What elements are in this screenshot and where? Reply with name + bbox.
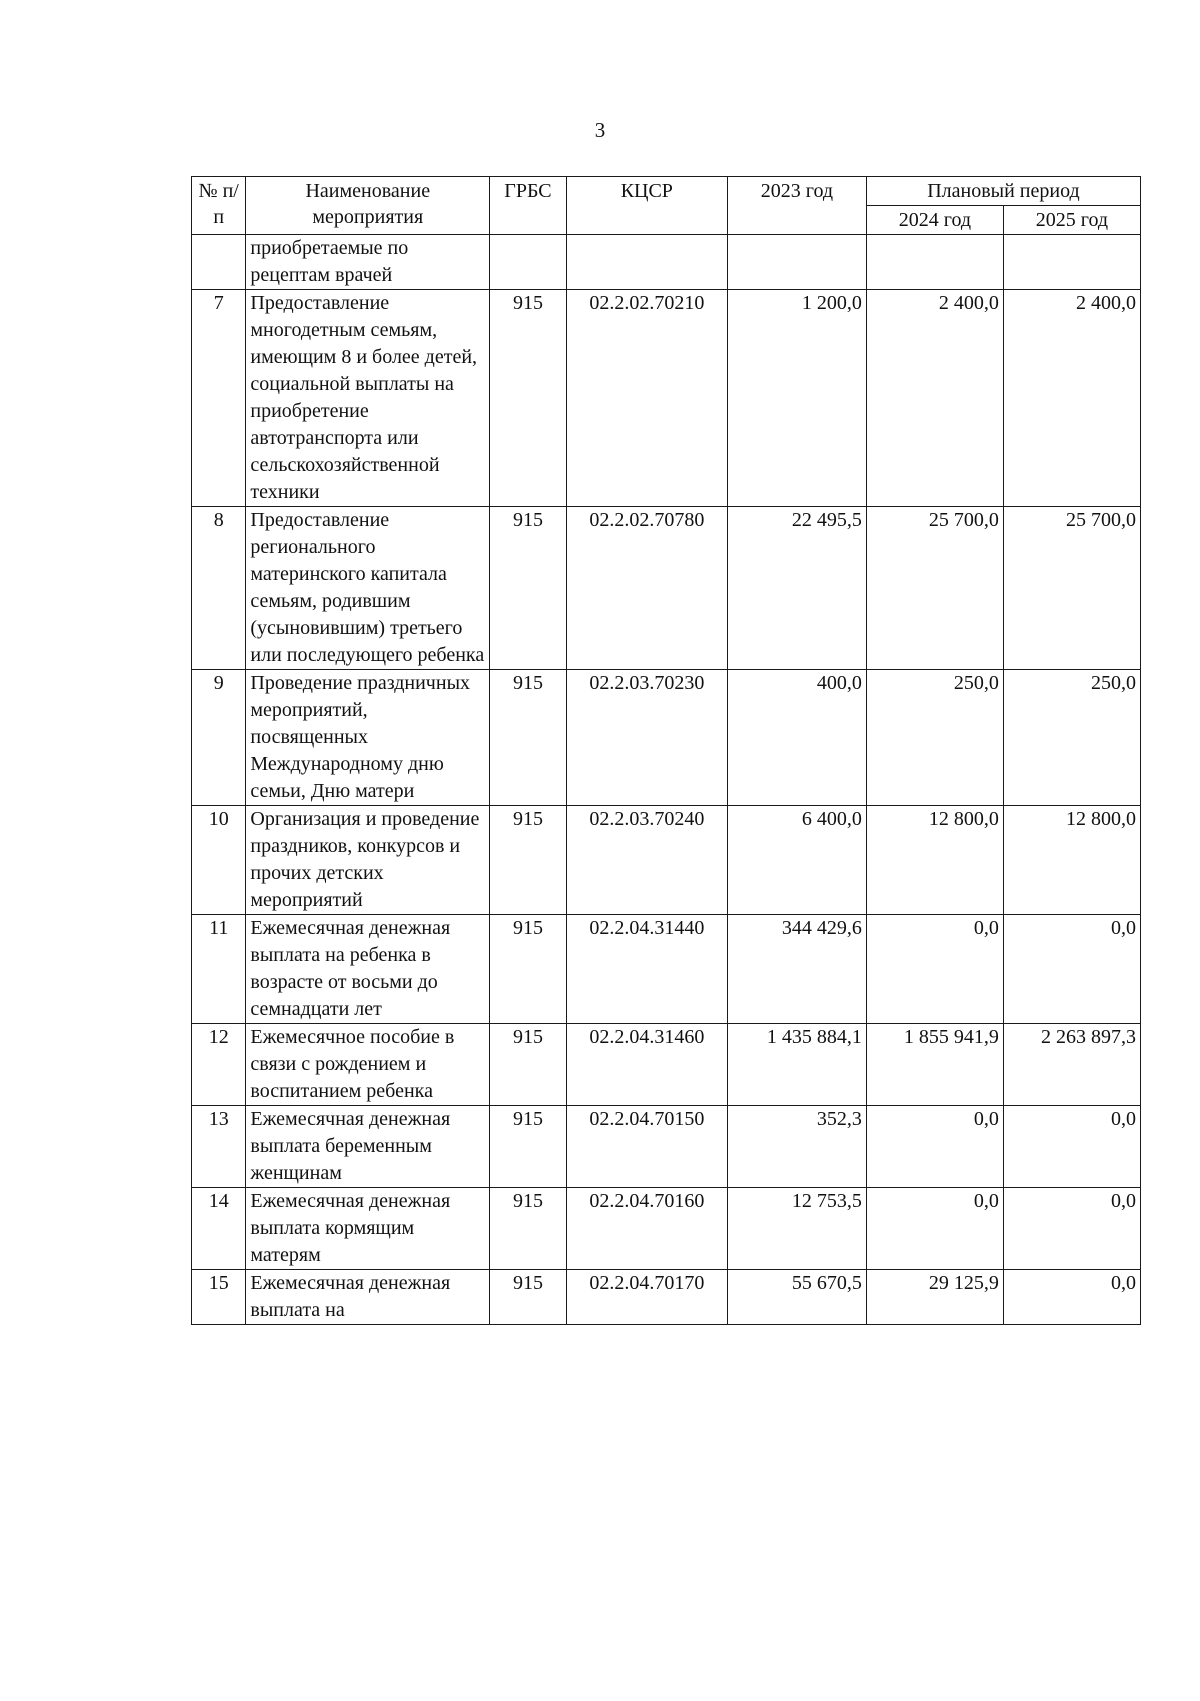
cell-num: 15: [192, 1270, 246, 1325]
table-row: [192, 1270, 1141, 1325]
cell-num: [192, 235, 246, 290]
cell-2025: 2 400,0: [1003, 290, 1140, 507]
cell-2023: [727, 235, 866, 290]
cell-grbs: 915: [490, 1188, 567, 1270]
table-row: [192, 670, 1141, 806]
cell-grbs: 915: [490, 915, 567, 1024]
cell-2023: 352,3: [727, 1106, 866, 1188]
cell-num: 9: [192, 670, 246, 806]
cell-kcsr: 02.2.04.70170: [566, 1270, 727, 1325]
cell-kcsr: 02.2.02.70210: [566, 290, 727, 507]
header-num: № п/п: [192, 177, 246, 235]
cell-2023: 1 200,0: [727, 290, 866, 507]
cell-num: 8: [192, 507, 246, 670]
cell-kcsr: 02.2.03.70240: [566, 806, 727, 915]
table-row: [192, 915, 1141, 1024]
cell-grbs: 915: [490, 1024, 567, 1106]
table-header-row: [192, 177, 1141, 206]
cell-2023: 12 753,5: [727, 1188, 866, 1270]
table-row: [192, 1024, 1141, 1106]
cell-name: Ежемесячная денежная выплата беременным женщинам: [246, 1106, 490, 1188]
cell-2024: 1 855 941,9: [866, 1024, 1003, 1106]
table-row: [192, 806, 1141, 915]
cell-kcsr: 02.2.04.31460: [566, 1024, 727, 1106]
cell-name: Ежемесячная денежная выплата на ребенка в возрасте от восьми до семнадцати лет: [246, 915, 490, 1024]
cell-grbs: [490, 235, 567, 290]
cell-grbs: 915: [490, 290, 567, 507]
cell-grbs: 915: [490, 806, 567, 915]
cell-grbs: 915: [490, 670, 567, 806]
cell-name: Проведение праздничных мероприятий, посвященных Международному дню семьи, Дню матери: [246, 670, 490, 806]
cell-2024: 0,0: [866, 915, 1003, 1024]
cell-2025: 0,0: [1003, 1270, 1140, 1325]
header-2024: 2024 год: [866, 206, 1003, 235]
cell-name: Предоставление регионального материнского капитала семьям, родившим (усыновившим) третьего или последующего ребенка: [246, 507, 490, 670]
cell-2025: 12 800,0: [1003, 806, 1140, 915]
cell-2024: 0,0: [866, 1106, 1003, 1188]
cell-2025: 250,0: [1003, 670, 1140, 806]
cell-2024: 25 700,0: [866, 507, 1003, 670]
header-name: Наименование мероприятия: [246, 177, 490, 235]
header-2023: 2023 год: [727, 177, 866, 235]
cell-2023: 400,0: [727, 670, 866, 806]
cell-name: Ежемесячная денежная выплата кормящим матерям: [246, 1188, 490, 1270]
cell-2024: 250,0: [866, 670, 1003, 806]
continuation-row: [192, 235, 1141, 290]
cell-2025: 0,0: [1003, 1188, 1140, 1270]
cell-num: 11: [192, 915, 246, 1024]
cell-2025: 25 700,0: [1003, 507, 1140, 670]
table-row: [192, 1188, 1141, 1270]
cell-name: приобретаемые по рецептам врачей: [246, 235, 490, 290]
table-row: [192, 290, 1141, 507]
budget-table: [191, 176, 1141, 1325]
table-row: [192, 1106, 1141, 1188]
cell-kcsr: 02.2.02.70780: [566, 507, 727, 670]
cell-2024: 2 400,0: [866, 290, 1003, 507]
cell-2023: 6 400,0: [727, 806, 866, 915]
cell-name: Ежемесячное пособие в связи с рождением и воспитанием ребенка: [246, 1024, 490, 1106]
cell-name: Ежемесячная денежная выплата на: [246, 1270, 490, 1325]
cell-name: Предоставление многодетным семьям, имеющим 8 и более детей, социальной выплаты на приобретение автотранспорта или сельскохозяйственной техники: [246, 290, 490, 507]
cell-num: 7: [192, 290, 246, 507]
header-2025: 2025 год: [1003, 206, 1140, 235]
cell-name: Организация и проведение праздников, конкурсов и прочих детских мероприятий: [246, 806, 490, 915]
cell-grbs: 915: [490, 507, 567, 670]
cell-kcsr: 02.2.04.31440: [566, 915, 727, 1024]
cell-kcsr: 02.2.04.70150: [566, 1106, 727, 1188]
cell-kcsr: 02.2.03.70230: [566, 670, 727, 806]
cell-2025: [1003, 235, 1140, 290]
cell-num: 10: [192, 806, 246, 915]
cell-grbs: 915: [490, 1270, 567, 1325]
cell-kcsr: [566, 235, 727, 290]
cell-2023: 1 435 884,1: [727, 1024, 866, 1106]
cell-num: 13: [192, 1106, 246, 1188]
cell-2024: [866, 235, 1003, 290]
header-grbs: ГРБС: [490, 177, 567, 235]
cell-grbs: 915: [490, 1106, 567, 1188]
cell-2023: 22 495,5: [727, 507, 866, 670]
header-plan-period: Плановый период: [866, 177, 1140, 206]
cell-2024: 0,0: [866, 1188, 1003, 1270]
cell-2025: 2 263 897,3: [1003, 1024, 1140, 1106]
cell-2024: 12 800,0: [866, 806, 1003, 915]
cell-2025: 0,0: [1003, 1106, 1140, 1188]
cell-2023: 55 670,5: [727, 1270, 866, 1325]
cell-num: 14: [192, 1188, 246, 1270]
cell-num: 12: [192, 1024, 246, 1106]
page-number: 3: [594, 118, 606, 142]
table-row: [192, 507, 1141, 670]
cell-2023: 344 429,6: [727, 915, 866, 1024]
cell-kcsr: 02.2.04.70160: [566, 1188, 727, 1270]
header-kcsr: КЦСР: [566, 177, 727, 235]
cell-2025: 0,0: [1003, 915, 1140, 1024]
cell-2024: 29 125,9: [866, 1270, 1003, 1325]
